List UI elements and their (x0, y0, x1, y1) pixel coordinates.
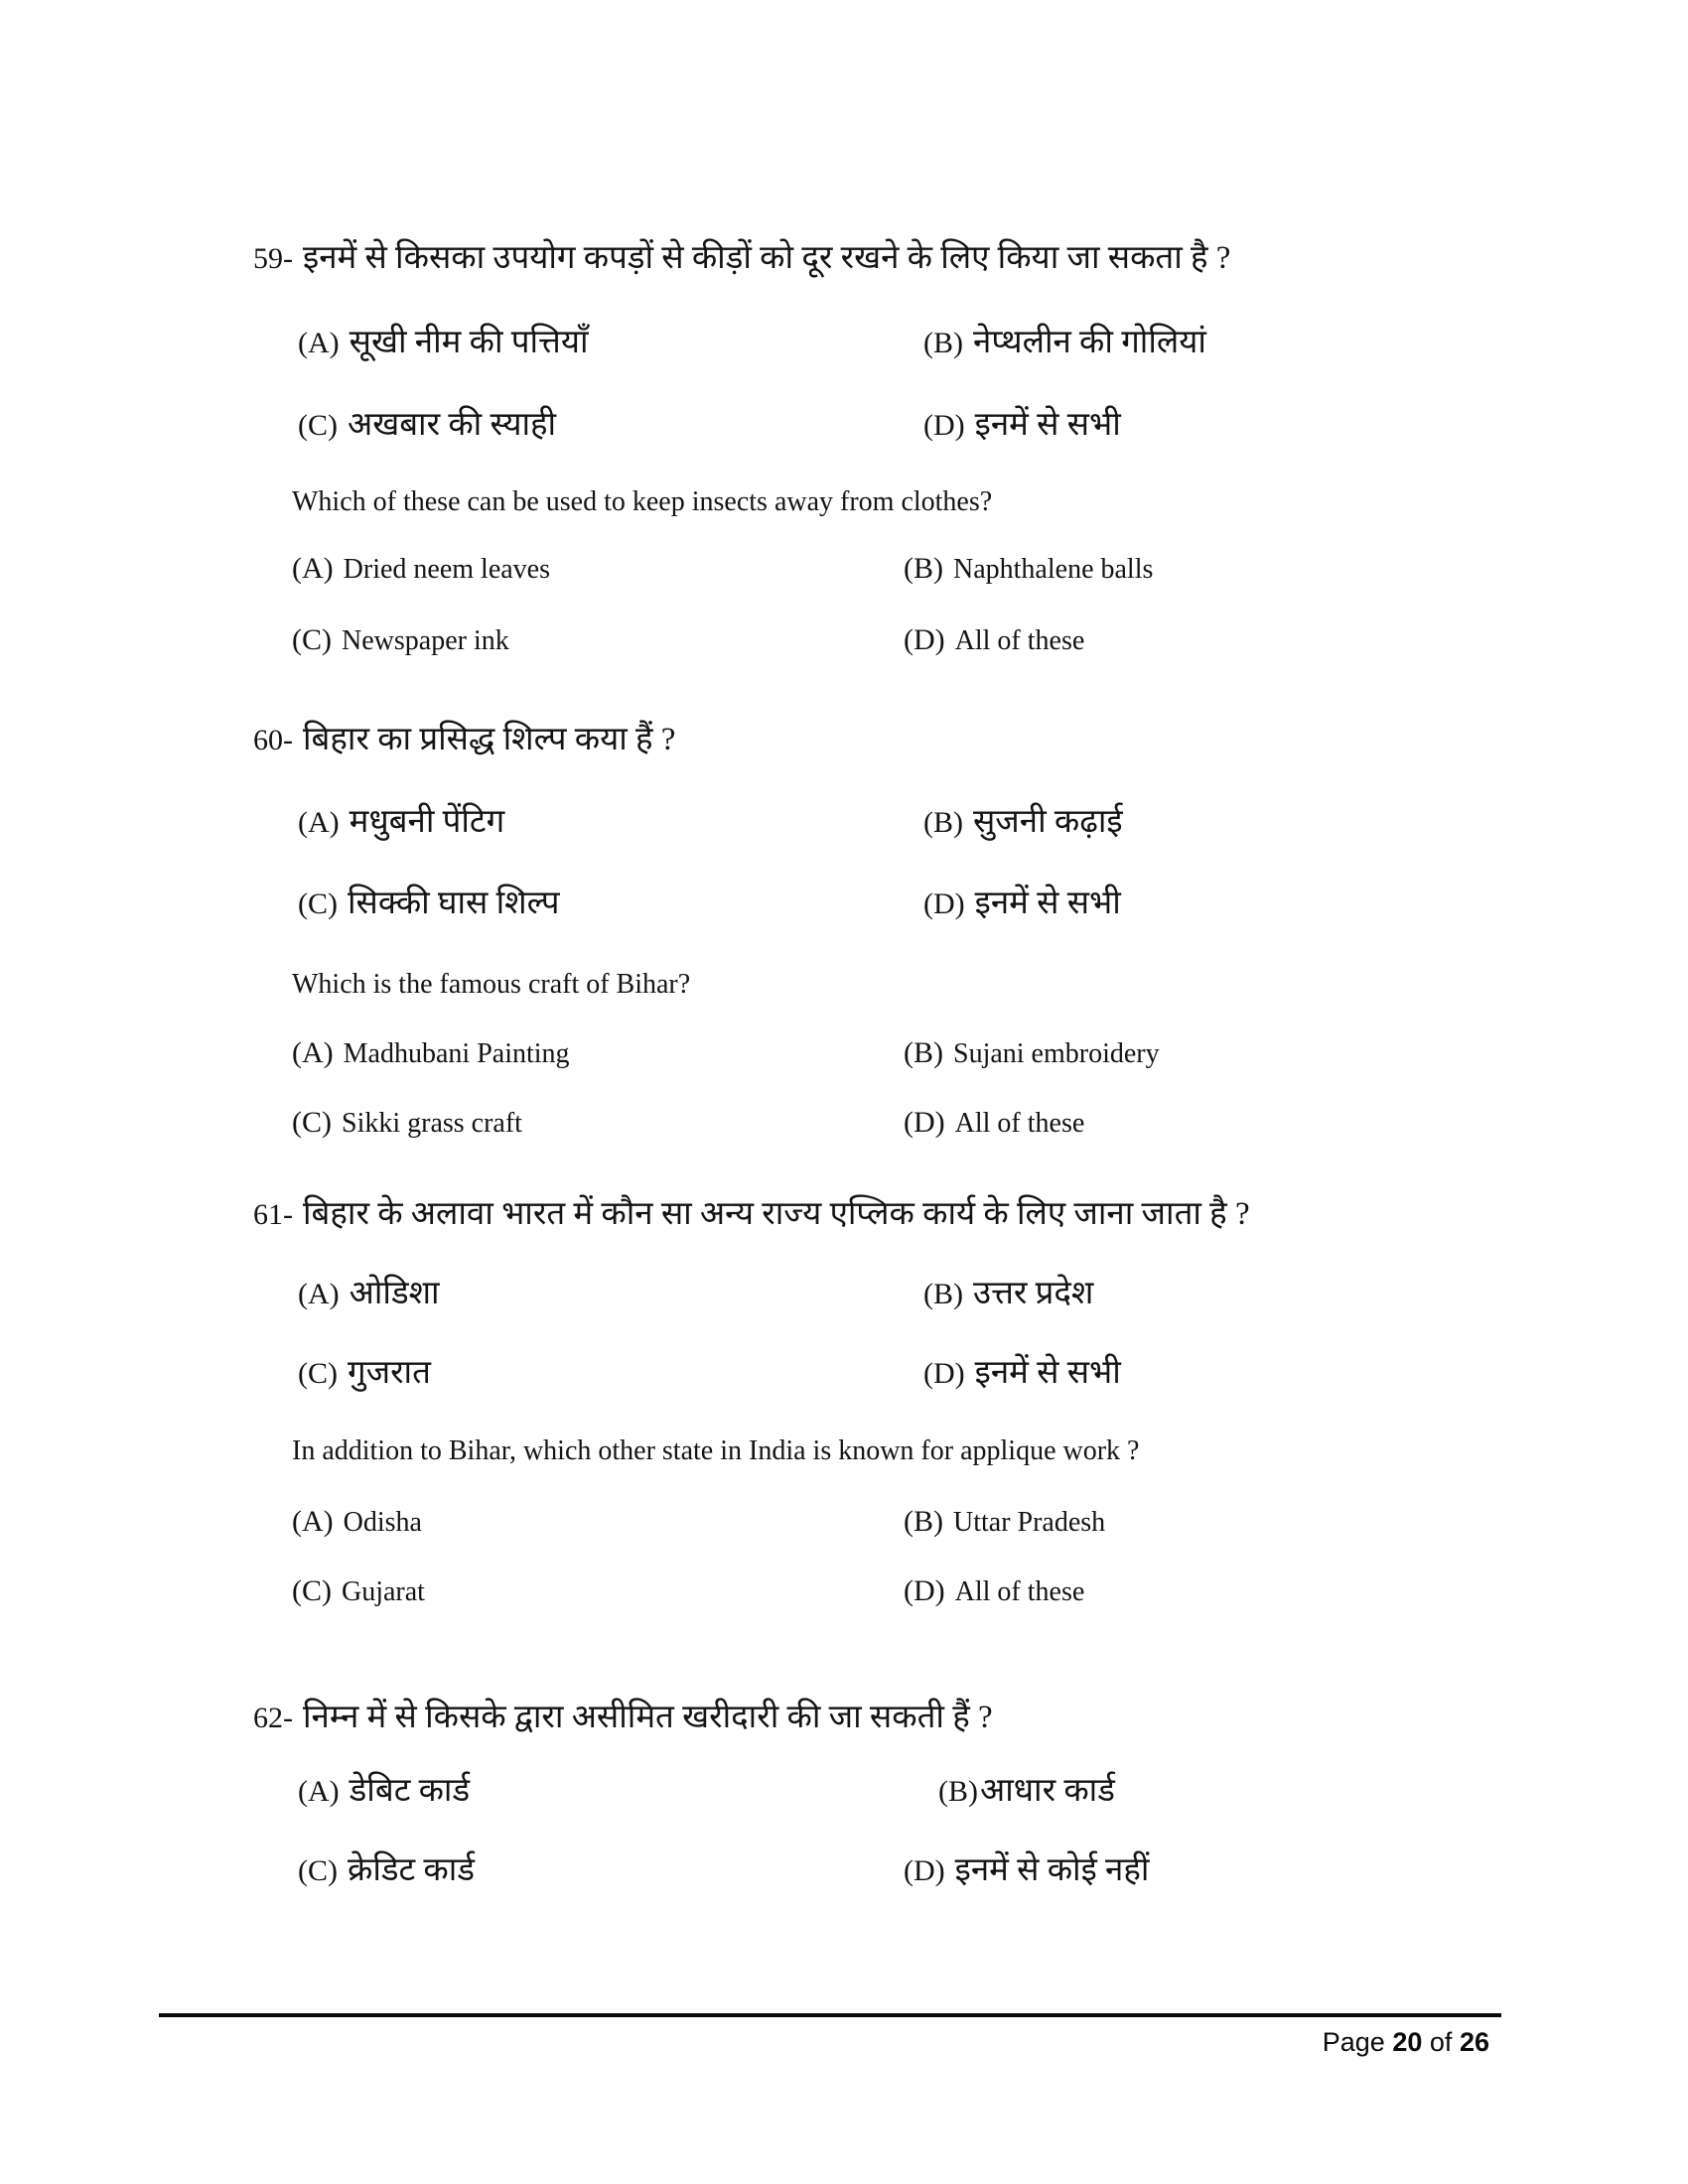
option-text: अखबार की स्याही (348, 407, 557, 443)
option-a (298, 325, 589, 362)
option-label: (B) (923, 806, 963, 839)
option-a (292, 552, 550, 587)
option-text: डेबिट कार्ड (349, 1773, 471, 1809)
option-text: Odisha (343, 1507, 422, 1538)
option-label: (C) (298, 887, 338, 920)
question-number: 61- (253, 1198, 293, 1231)
option-label: (C) (292, 1106, 332, 1139)
question-62-hindi-line (253, 1700, 993, 1737)
question-61-english-options-cd (292, 1574, 1533, 1609)
option-d (904, 623, 1084, 658)
option-label: (D) (904, 1574, 945, 1607)
question-59-hindi-line (253, 240, 1230, 278)
question-59-hindi-options-cd (298, 407, 1539, 445)
question-60-hindi-options-ab (298, 804, 1539, 842)
option-label: (D) (904, 1854, 945, 1887)
question-62-hindi-options-cd (298, 1852, 1539, 1890)
option-text: Naphthalene balls (953, 554, 1154, 585)
option-text: इनमें से कोई नहीं (954, 1852, 1150, 1888)
option-label: (A) (292, 1505, 334, 1538)
question-61-english-text: In addition to Bihar, which other state in India is known for applique work ? (292, 1435, 1140, 1466)
question-text-hindi: बिहार के अलावा भारत में कौन सा अन्य राज्य एप्लिक कार्य के लिए जाना जाता है ? (303, 1196, 1250, 1232)
option-text: उत्तर प्रदेश (973, 1276, 1094, 1311)
option-a (298, 1773, 470, 1811)
question-61-hindi-line (253, 1196, 1250, 1234)
of-label: of (1429, 2027, 1453, 2057)
question-60-hindi-options-cd (298, 886, 1539, 923)
option-c (292, 1574, 425, 1609)
question-59-hindi-options-ab (298, 325, 1539, 362)
option-label: (C) (298, 409, 338, 442)
option-label: (A) (298, 1278, 340, 1310)
option-c (298, 1355, 431, 1393)
option-text: Gujarat (342, 1576, 425, 1607)
option-label: (C) (292, 623, 332, 656)
option-text: इनमें से सभी (974, 886, 1121, 921)
question-61-hindi-options-ab (298, 1276, 1539, 1313)
page-number-value: 20 (1392, 2027, 1423, 2057)
option-d (923, 407, 1121, 445)
page-label: Page (1322, 2027, 1385, 2057)
option-label: (A) (298, 806, 340, 839)
option-text: Madhubani Painting (343, 1038, 570, 1069)
option-text: नेप्थलीन की गोलियां (973, 325, 1206, 360)
option-label: (D) (923, 409, 965, 442)
option-text: All of these (954, 1576, 1085, 1607)
option-label: (B) (904, 552, 943, 585)
option-d (904, 1574, 1084, 1609)
question-text-hindi: इनमें से किसका उपयोग कपड़ों से कीड़ों को दूर रखने के लिए किया जा सकता है ? (303, 240, 1231, 276)
question-number: 62- (253, 1702, 293, 1734)
option-label: (B) (904, 1505, 943, 1538)
option-text: All of these (954, 1108, 1085, 1139)
option-c (298, 1852, 475, 1890)
question-60-english-options-cd (292, 1106, 1533, 1141)
option-label: (A) (292, 552, 334, 585)
option-text: आधार कार्ड (980, 1773, 1115, 1809)
option-text: इनमें से सभी (974, 407, 1121, 443)
option-a (298, 1276, 440, 1313)
option-text: सूखी नीम की पत्तियाँ (349, 325, 589, 360)
option-label: (B) (904, 1036, 943, 1069)
option-label: (D) (904, 623, 945, 656)
question-60-english-options-ab (292, 1036, 1533, 1071)
option-label: (B) (938, 1775, 978, 1808)
option-text: Uttar Pradesh (953, 1507, 1106, 1538)
option-label: (C) (298, 1854, 338, 1887)
question-60-english-text: Which is the famous craft of Bihar? (292, 969, 691, 1000)
question-text-hindi: निम्न में से किसके द्वारा असीमित खरीदारी की जा सकती हैं ? (303, 1700, 993, 1735)
option-text: Sujani embroidery (953, 1038, 1160, 1069)
option-label: (B) (923, 1278, 963, 1310)
option-text: ओडिशा (349, 1276, 440, 1311)
question-59-english-options-ab (292, 552, 1533, 587)
option-text: All of these (954, 625, 1085, 656)
page-number (159, 2027, 1489, 2058)
option-text: इनमें से सभी (974, 1355, 1121, 1391)
option-text: Newspaper ink (342, 625, 509, 656)
question-59-english-text: Which of these can be used to keep insects away from clothes? (292, 486, 993, 517)
question-number: 60- (253, 724, 293, 756)
option-d (904, 1106, 1084, 1141)
option-label: (D) (904, 1106, 945, 1139)
question-60-hindi-line (253, 722, 675, 759)
option-label: (C) (292, 1574, 332, 1607)
option-c (298, 407, 556, 445)
option-text: गुजरात (348, 1355, 431, 1391)
option-b (938, 1773, 1115, 1811)
option-b (904, 1505, 1105, 1540)
option-a (292, 1505, 422, 1540)
option-label: (D) (923, 1357, 965, 1390)
option-b (904, 1036, 1160, 1071)
option-a (292, 1036, 570, 1071)
option-b (923, 325, 1206, 362)
option-label: (A) (298, 327, 340, 359)
option-c (298, 886, 559, 923)
option-text: मधुबनी पेंटिग (349, 804, 505, 840)
option-text: क्रेडिट कार्ड (348, 1852, 475, 1888)
question-number: 59- (253, 242, 293, 275)
question-62-hindi-options-ab (298, 1773, 1539, 1811)
option-d (904, 1852, 1149, 1890)
option-label: (A) (292, 1036, 334, 1069)
option-text: Dried neem leaves (343, 554, 551, 585)
option-label: (B) (923, 327, 963, 359)
option-c (292, 1106, 522, 1141)
option-d (923, 886, 1121, 923)
option-label: (D) (923, 887, 965, 920)
option-text: सिक्की घास शिल्प (348, 886, 560, 921)
option-c (292, 623, 509, 658)
question-59-english-options-cd (292, 623, 1533, 658)
option-label: (C) (298, 1357, 338, 1390)
question-text-hindi: बिहार का प्रसिद्ध शिल्प कया हैं ? (303, 722, 676, 757)
footer-rule (159, 2013, 1501, 2017)
option-text: Sikki grass craft (342, 1108, 522, 1139)
option-a (298, 804, 504, 842)
option-text: सुजनी कढ़ाई (973, 804, 1123, 840)
option-b (904, 552, 1153, 587)
option-b (923, 1276, 1093, 1313)
option-b (923, 804, 1123, 842)
option-label: (A) (298, 1775, 340, 1808)
question-61-english-options-ab (292, 1505, 1533, 1540)
option-d (923, 1355, 1121, 1393)
question-61-hindi-options-cd (298, 1355, 1539, 1393)
total-pages-value: 26 (1459, 2027, 1489, 2057)
